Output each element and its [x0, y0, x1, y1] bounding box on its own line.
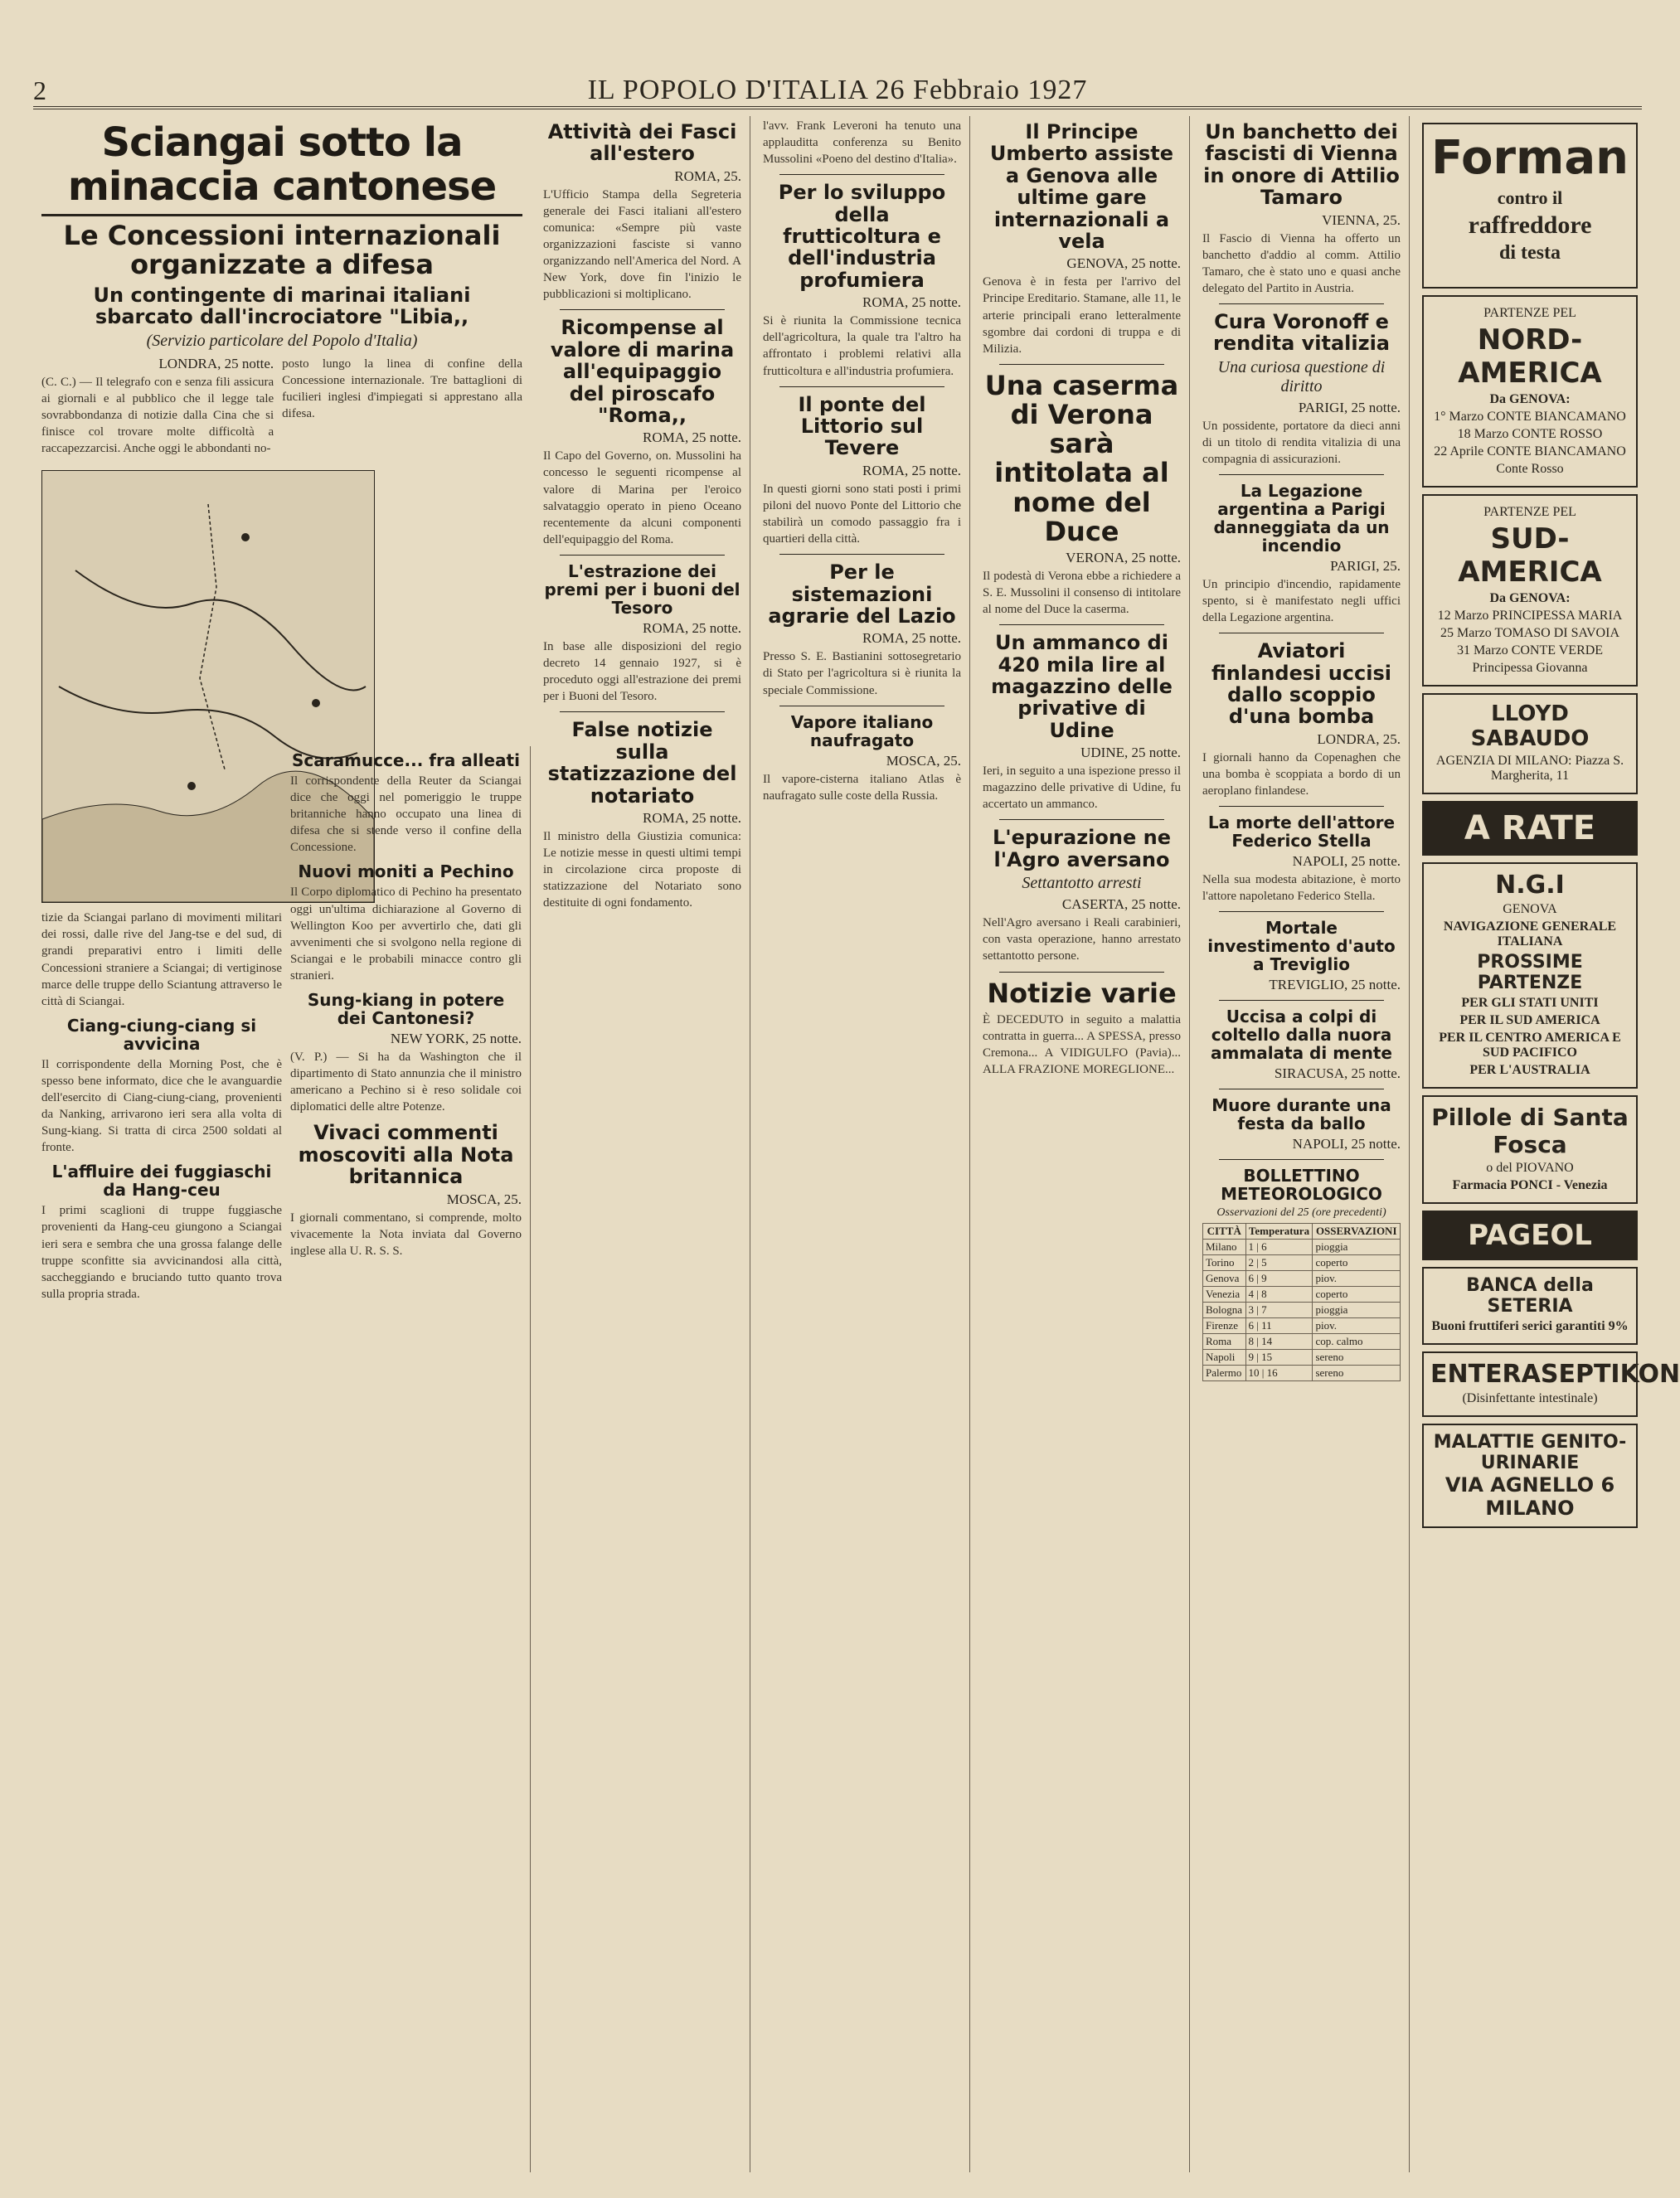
weather-cell: Bologna: [1203, 1303, 1246, 1318]
headline: Muore durante una festa da ballo: [1211, 1095, 1391, 1134]
ad-title: PAGEOL: [1468, 1219, 1592, 1252]
ad-text: AGENZIA DI MILANO: Piazza S. Margherita, 11: [1435, 754, 1624, 783]
article-text: Il ministro della Giustizia comunica: Le notizie messe in questi ultimi tempi in circolazione circa proposte di statizzazione del Notariato sono destituite di ogni fondamento.: [543, 829, 741, 910]
headline: L'estrazione dei premi per i buoni del Tesoro: [544, 560, 740, 618]
article-text: Nella sua modesta abitazione, è morto l'attore napoletano Federico Stella.: [1202, 873, 1401, 904]
ad-text: Da GENOVA:: [1489, 392, 1571, 406]
ad-text: PARTENZE PEL: [1483, 505, 1576, 519]
article-text: In questi giorni sono stati posti i primi piloni del nuovo Ponte del Littorio che stabilirà un comodo passaggio fra i quartieri della città.: [763, 482, 961, 546]
article-text: (V. P.) — Si ha da Washington che il dipartimento di Stato annunzia che il ministro americano a Pechino si è reso solidale coi diplomatici delle altre Potenze.: [290, 1050, 522, 1114]
article-text: Un principio d'incendio, rapidamente spento, si è manifestato negli uffici della Legazione argentina.: [1202, 578, 1401, 625]
article-text: Il corrispondente della Reuter da Sciangai dice che oggi nel pomeriggio le truppe britanniche hanno occupato una linea di difesa che si stende verso il confine della Concessione.: [290, 774, 522, 855]
weather-row: [1203, 1303, 1401, 1318]
article-text: Nell'Agro aversano i Reali carabinieri, con vasta operazione, hanno arrestato settantotto persone.: [983, 916, 1181, 963]
headline: L'epurazione ne l'Agro aversano: [993, 826, 1171, 871]
weather-row: [1203, 1334, 1401, 1350]
ad-text: di testa: [1499, 242, 1561, 264]
headline: Notizie varie: [987, 977, 1177, 1009]
headline: Ricompense al valore di marina all'equipaggio del piroscafo "Roma,,: [550, 316, 735, 427]
weather-cell: 9 | 15: [1245, 1350, 1313, 1366]
section-heading: Nuovi moniti a Pechino: [298, 861, 514, 882]
ad-title: LLOYD SABAUDO: [1470, 701, 1590, 751]
weather-cell: cop. calmo: [1313, 1334, 1401, 1350]
masthead: [33, 73, 1642, 109]
weather-cell: coperto: [1313, 1255, 1401, 1271]
dateline: VIENNA, 25.: [1322, 211, 1401, 228]
headline: Un banchetto dei fascisti di Vienna in onore di Attilio Tamaro: [1203, 120, 1400, 210]
weather-cell: Genova: [1203, 1271, 1246, 1287]
ad-text: PER IL SUD AMERICA: [1459, 1013, 1600, 1027]
headline: Il Principe Umberto assiste a Genova alle ultime gare internazionali a vela: [989, 120, 1174, 253]
dateline: MOSCA, 25.: [446, 1191, 522, 1207]
headline: Per lo sviluppo della frutticoltura e dell'industria profumiera: [778, 181, 946, 292]
page-number: 2: [33, 75, 47, 105]
dateline: ROMA, 25 notte.: [862, 462, 961, 478]
weather-row: [1203, 1255, 1401, 1271]
article-lead: (C. C.) — Il telegrafo con e senza fili assicura ai giornali e al pubblico che il legge tale sovrabbondanza di notizie dalla Cina che si finisce col trovare molte difficoltà a raccapezzarcisi. Anche oggi le abbondanti no-: [41, 375, 274, 456]
headline: Mortale investimento d'auto a Treviglio: [1207, 918, 1396, 975]
article-text: posto lungo la linea di confine della Concessione internazionale. Tre battaglioni di fucilieri inglesi d'impiegati si apprestano alla difesa.: [282, 357, 522, 421]
column-1-text: [41, 354, 274, 463]
ad-title: MALATTIE GENITO-URINARIE: [1433, 1432, 1627, 1473]
article-text: Il corrispondente della Morning Post, che è spesso bene informato, dice che le avanguardie dell'esercito di Ciang-ciung-ciang, provenienti da Nanking, arrivarono ieri sera alla volta di Sung-kiang. Si tratta di circa 2500 soldati al fronte.: [41, 1057, 282, 1155]
dateline: PARIGI, 25 notte.: [1298, 399, 1401, 415]
headline: Aviatori finlandesi uccisi dallo scoppio d'una bomba: [1211, 639, 1391, 729]
dateline: SIRACUSA, 25 notte.: [1274, 1065, 1401, 1082]
ad-ship: 1° Marzo CONTE BIANCAMANO: [1434, 410, 1626, 424]
dateline: ROMA, 25 notte.: [643, 809, 741, 826]
article-text: L'Ufficio Stampa della Segreteria generale dei Fasci italiani all'estero comunica: «Sempre più vaste organizzazioni fasciste si vanno organizzando nell'America del Nord. A New York, dove fin l'inizio le pubblicazioni si moltiplicano.: [543, 187, 741, 302]
nord-america-ad: [1422, 295, 1638, 488]
main-subhead-1: Le Concessioni internazionali organizzate a difesa: [63, 219, 501, 280]
dateline: ROMA, 25.: [674, 167, 741, 184]
headline: La morte dell'attore Federico Stella: [1207, 813, 1396, 852]
column-2: [282, 746, 531, 2172]
column-2-text-top: [282, 354, 522, 463]
article-text: Il Corpo diplomatico di Pechino ha presentato oggi un'ultima dichiarazione al Governo di Wellington Koo per avvertirlo che, dati gli avvenimenti che si svolgono nella regione di Sciangai e le probabili minacce contro gli stranieri.: [290, 886, 522, 983]
ad-text: PER L'AUSTRALIA: [1469, 1063, 1590, 1077]
column-4: [755, 116, 970, 2172]
section-heading: Ciang-ciung-ciang si avvicina: [66, 1015, 257, 1054]
headline: Vapore italiano naufragato: [790, 711, 934, 750]
rate-ad: [1422, 801, 1638, 856]
weather-cell: sereno: [1313, 1366, 1401, 1381]
weather-cell: sereno: [1313, 1350, 1401, 1366]
headline: False notizie sulla statizzazione del notariato: [547, 718, 737, 808]
weather-cell: coperto: [1313, 1287, 1401, 1303]
ad-text: PER GLI STATI UNITI: [1461, 996, 1599, 1010]
dateline: MOSCA, 25.: [886, 752, 961, 769]
ad-text: o del PIOVANO: [1486, 1161, 1574, 1175]
ad-title: SUD-AMERICA: [1458, 522, 1602, 589]
ad-text: PARTENZE PEL: [1483, 306, 1576, 320]
column-6: [1194, 116, 1410, 2172]
weather-subtitle: Osservazioni del 25 (ore precedenti): [1216, 1206, 1386, 1220]
ad-title: BANCA della SETERIA: [1466, 1275, 1594, 1317]
ad-text: (Disinfettante intestinale): [1462, 1391, 1598, 1405]
weather-cell: Milano: [1203, 1240, 1246, 1255]
article-text: tizie da Sciangai parlano di movimenti militari dei rossi, dalle rive del Jang-tse e del sud, di grandi preparativi entro i limiti delle Concessioni straniere a Sciangai; di vertiginose marce delle truppe dello Sciantung attraverso le città di Sciangai.: [41, 911, 282, 1008]
dateline: ROMA, 25 notte.: [862, 630, 961, 647]
weather-row: [1203, 1287, 1401, 1303]
article-text: Il vapore-cisterna italiano Atlas è naufragato sulle coste della Russia.: [763, 772, 961, 803]
lloyd-ad: [1422, 693, 1638, 794]
dateline: NEW YORK, 25 notte.: [390, 1031, 522, 1047]
section-heading: L'affluire dei fuggiaschi da Hang-ceu: [51, 1162, 272, 1201]
article-text: È DECEDUTO in seguito a malattia contratta in guerra... A SPESSA, presso Cremona... A VIDIGULFO (Pavia)... ALLA FRAZIONE MOREGLIONE...: [983, 1012, 1181, 1076]
weather-cell: 6 | 9: [1245, 1271, 1313, 1287]
dateline: LONDRA, 25 notte.: [158, 355, 274, 371]
dateline: TREVIGLIO, 25 notte.: [1269, 977, 1401, 993]
weather-cell: Napoli: [1203, 1350, 1246, 1366]
weather-cell: 8 | 14: [1245, 1334, 1313, 1350]
weather-cell: 6 | 11: [1245, 1318, 1313, 1334]
weather-row: [1203, 1240, 1401, 1255]
weather-row: [1203, 1350, 1401, 1366]
malattie-ad: [1422, 1424, 1638, 1528]
weather-cell: pioggia: [1313, 1303, 1401, 1318]
dateline: NAPOLI, 25 notte.: [1292, 1136, 1401, 1152]
weather-header: Temperatura: [1245, 1224, 1313, 1240]
column-5: [974, 116, 1190, 2172]
weather-cell: 2 | 5: [1245, 1255, 1313, 1271]
headline: Attività dei Fasci all'estero: [547, 120, 737, 166]
headline: Un ammanco di 420 mila lire al magazzino delle privative di Udine: [991, 631, 1173, 742]
ad-text: NAVIGAZIONE GENERALE ITALIANA: [1443, 919, 1617, 949]
weather-table: [1202, 1223, 1401, 1381]
weather-cell: Roma: [1203, 1334, 1246, 1350]
weather-cell: Palermo: [1203, 1366, 1246, 1381]
article-text: Presso S. E. Bastianini sottosegretario di Stato per l'agricoltura si è riunita la speciale Commissione.: [763, 650, 961, 697]
article-text: I giornali hanno da Copenaghen che una bomba è scoppiata a bordo di un aeroplano finlandese.: [1202, 750, 1401, 798]
ad-title: A RATE: [1464, 809, 1596, 847]
ad-text: contro il: [1497, 187, 1563, 208]
weather-cell: Firenze: [1203, 1318, 1246, 1334]
main-subhead-2: Un contingente di marinai italiani sbarcato dall'incrociatore "Libia,,: [93, 283, 471, 329]
dateline: GENOVA, 25 notte.: [1066, 255, 1181, 272]
ad-logo: N.G.I: [1495, 871, 1565, 900]
ngi-ad: [1422, 862, 1638, 1089]
dateline: UDINE, 25 notte.: [1080, 745, 1181, 761]
ad-ship: 31 Marzo CONTE VERDE: [1456, 643, 1604, 657]
dateline: ROMA, 25 notte.: [643, 429, 741, 446]
ad-title: NORD-AMERICA: [1458, 323, 1602, 390]
subhead: Una curiosa questione di diritto: [1217, 357, 1386, 395]
ad-text: PER IL CENTRO AMERICA E SUD PACIFICO: [1439, 1031, 1621, 1060]
ad-ship: Conte Rosso: [1496, 462, 1564, 476]
article-text: Un possidente, portatore da dieci anni di un titolo di rendita vitalizia di una compagnia di assicurazioni.: [1202, 419, 1401, 466]
enteraseptikon-ad: [1422, 1351, 1680, 1417]
banca-ad: [1422, 1267, 1638, 1345]
ad-title: Pillole di Santa Fosca: [1431, 1104, 1629, 1158]
ad-text: Buoni fruttiferi serici garantiti 9%: [1431, 1319, 1629, 1333]
article-text: Il podestà di Verona ebbe a richiedere a S. E. Mussolini il consenso di intitolare al nome del Duce la caserma.: [983, 569, 1181, 617]
weather-cell: piov.: [1313, 1271, 1401, 1287]
article-text: Genova è in festa per l'arrivo del Principe Ereditario. Stamane, alle 11, le arterie principali erano letteralmente sgombre dai cordoni di truppa e di Milizia.: [983, 275, 1181, 356]
headline: La Legazione argentina a Parigi danneggiata da un incendio: [1213, 481, 1390, 556]
weather-title: BOLLETTINO METEOROLOGICO: [1221, 1166, 1382, 1205]
pageol-ad: [1422, 1211, 1638, 1260]
weather-cell: Torino: [1203, 1255, 1246, 1271]
headline: Cura Voronoff e rendita vitalizia: [1212, 309, 1390, 356]
ad-text: GENOVA: [1503, 902, 1557, 916]
dateline: ROMA, 25 notte.: [862, 294, 961, 311]
section-heading: Vivaci commenti moscoviti alla Nota britannica: [298, 1121, 514, 1189]
ad-ship: 18 Marzo CONTE ROSSO: [1457, 427, 1603, 441]
ad-brand: Forman: [1430, 131, 1629, 185]
article-text: Si è riunita la Commissione tecnica dell'agricoltura, la quale tra l'altro ha affrontato i problemi relativi alla frutticoltura e all'industria profumiera.: [763, 314, 961, 378]
headline: Uccisa a colpi di coltello dalla nuora ammalata di mente: [1211, 1007, 1392, 1064]
dateline: CASERTA, 25 notte.: [1061, 896, 1181, 913]
weather-row: [1203, 1318, 1401, 1334]
article-text: I giornali commentano, si comprende, molto vivacemente la Nota inviata dal Governo inglese alla U. R. S. S.: [290, 1211, 522, 1258]
headline: Una caserma di Verona sarà intitolata al nome del Duce: [984, 369, 1179, 547]
headline: Il ponte del Littorio sul Tevere: [798, 392, 926, 460]
section-heading: Scaramucce... fra alleati: [292, 750, 520, 770]
main-headline: Sciangai sotto la minaccia cantonese: [41, 121, 522, 216]
dateline: PARIGI, 25.: [1330, 558, 1401, 574]
headline: Per le sistemazioni agrarie del Lazio: [768, 560, 956, 628]
dateline: VERONA, 25 notte.: [1066, 549, 1181, 565]
weather-cell: 1 | 6: [1245, 1240, 1313, 1255]
weather-header: CITTÀ: [1203, 1224, 1246, 1240]
newspaper-title: IL POPOLO D'ITALIA 26 Febbraio 1927: [587, 75, 1088, 105]
ad-text: Farmacia PONCI - Venezia: [1452, 1178, 1608, 1192]
column-ads: [1414, 116, 1680, 2172]
article-text: Il Capo del Governo, on. Mussolini ha concesso le seguenti ricompense al valore di Marina per l'eroico salvataggio operato in pieno Oceano recentemente da alcuni componenti dell'equipaggio del Roma.: [543, 449, 741, 546]
article-text: l'avv. Frank Leveroni ha tenuto una applauditta conferenza su Benito Mussolini «Poeno del destino d'Italia».: [763, 119, 961, 167]
ad-title: PROSSIME PARTENZE: [1477, 952, 1583, 993]
article-text: Ieri, in seguito a una ispezione presso il magazzino delle privative di Udine, fu accertato un ammanco.: [983, 764, 1181, 812]
section-heading: Sung-kiang in potere dei Cantonesi?: [307, 990, 505, 1029]
ad-ship: 22 Aprile CONTE BIANCAMANO: [1434, 444, 1626, 459]
dateline: NAPOLI, 25 notte.: [1292, 853, 1401, 870]
ad-ship: 25 Marzo TOMASO DI SAVOIA: [1440, 626, 1619, 640]
weather-cell: piov.: [1313, 1318, 1401, 1334]
weather-header: OSSERVAZIONI: [1313, 1224, 1401, 1240]
weather-cell: pioggia: [1313, 1240, 1401, 1255]
weather-cell: 4 | 8: [1245, 1287, 1313, 1303]
sud-america-ad: [1422, 494, 1638, 687]
dateline: ROMA, 25 notte.: [643, 619, 741, 636]
ad-ship: 12 Marzo PRINCIPESSA MARIA: [1437, 609, 1623, 623]
service-note: (Servizio particolare del Popolo d'Italia): [146, 331, 418, 350]
ad-text: Da GENOVA:: [1489, 591, 1571, 605]
pillole-ad: [1422, 1095, 1638, 1204]
ad-text: raffreddore: [1468, 211, 1592, 239]
weather-cell: 10 | 16: [1245, 1366, 1313, 1381]
forman-ad: [1422, 123, 1638, 289]
weather-row: [1203, 1366, 1401, 1381]
article-text: In base alle disposizioni del regio decreto 14 gennaio 1927, si è proceduto oggi all'estrazione dei premi per i Buoni del Tesoro.: [543, 639, 741, 704]
weather-row: [1203, 1271, 1401, 1287]
ad-title: ENTERASEPTIKON: [1430, 1360, 1680, 1389]
weather-cell: 3 | 7: [1245, 1303, 1313, 1318]
column-3: [535, 116, 750, 2172]
ad-address: VIA AGNELLO 6 MILANO: [1445, 1473, 1615, 1520]
article-text: I primi scaglioni di truppe fuggiasche provenienti da Hang-ceu giungono a Sciangai ieri sera e sembra che una grossa falange delle truppe sconfitte sia avvicinandosi alla città, saccheggiando e bruciando tutto quanto trova sulla propria strada.: [41, 1204, 282, 1301]
article-text: Il Fascio di Vienna ha offerto un banchetto d'addio al comm. Attilio Tamaro, che è stato uno e quasi anche delegato del Partito in Austria.: [1202, 231, 1401, 295]
subhead: Settantotto arresti: [1022, 874, 1142, 893]
dateline: LONDRA, 25.: [1317, 730, 1401, 747]
weather-cell: Venezia: [1203, 1287, 1246, 1303]
ad-ship: Principessa Giovanna: [1472, 661, 1588, 675]
